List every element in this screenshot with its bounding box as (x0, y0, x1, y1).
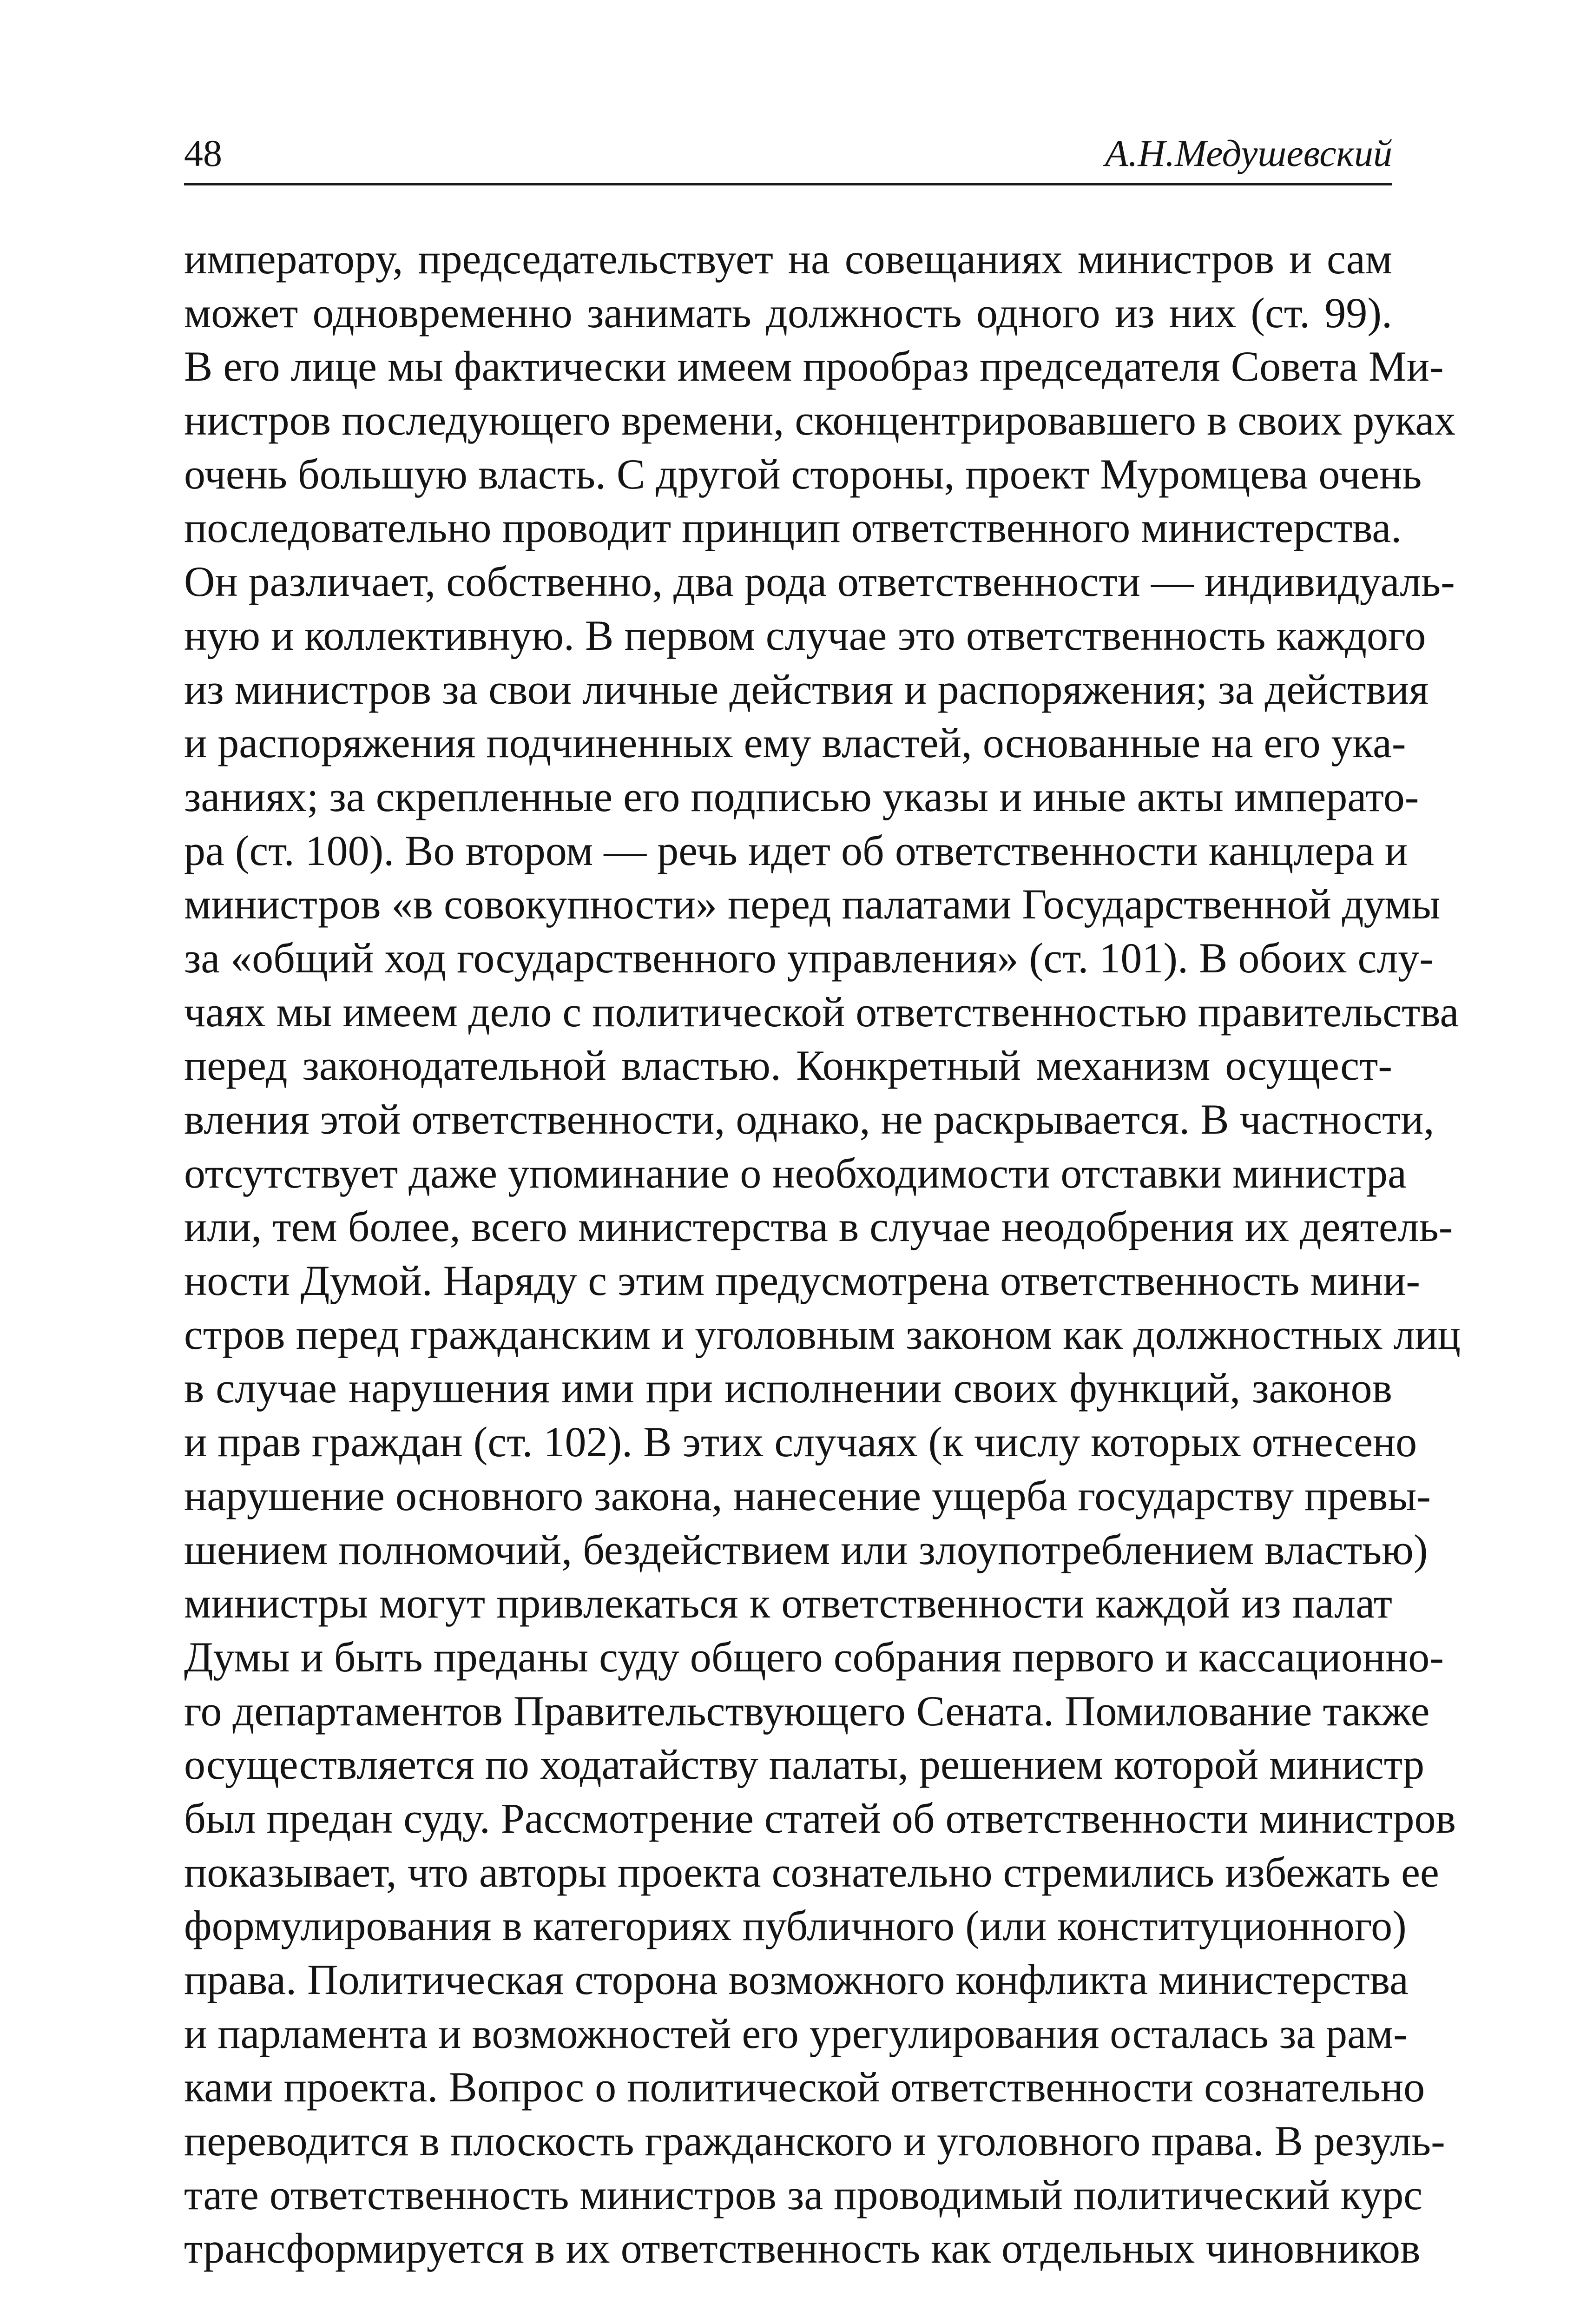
text-line: ра (ст. 100). Во втором — речь идет об ответственности канцлера и (184, 826, 1408, 874)
text-line: показывает, что авторы проекта сознательно стремились избежать ее (184, 1848, 1439, 1896)
text-line: в случае нарушения ими при исполнении своих функций, законов (184, 1364, 1392, 1412)
text-line: и распоряжения подчиненных ему властей, основанные на его ука- (184, 719, 1406, 767)
text-line: ную и коллективную. В первом случае это ответственность каждого (184, 611, 1426, 659)
text-line: из министров за свои личные действия и распоряжения; за действия (184, 665, 1429, 713)
text-line: перед законодательной властью. Конкретный механизм осущест- (184, 1042, 1392, 1089)
page-header (184, 125, 1392, 186)
text-line: переводится в плоскость гражданского и уголовного права. В резуль- (184, 2117, 1445, 2165)
text-line: нистров последующего времени, сконцентрировавшего в своих руках (184, 396, 1456, 444)
text-line: тате ответственность министров за проводимый политический курс (184, 2171, 1423, 2218)
text-line: может одновременно занимать должность одного из них (ст. 99). (184, 289, 1392, 337)
text-line: заниях; за скрепленные его подписью указы и иные акты императо- (184, 772, 1419, 820)
text-line: нарушение основного закона, нанесение ущерба государству превы- (184, 1472, 1431, 1519)
body-text (184, 232, 1461, 2276)
text-line: Думы и быть преданы суду общего собрания первого и кассационно- (184, 1633, 1444, 1681)
text-line: чаях мы имеем дело с политической ответственностью правительства (184, 988, 1459, 1036)
text-line: был предан суду. Рассмотрение статей об ответственности министров (184, 1794, 1456, 1842)
text-line: формулирования в категориях публичного (или конституционного) (184, 1902, 1407, 1950)
text-line: Он различает, собственно, два рода ответственности — индивидуаль- (184, 558, 1455, 606)
page-number: 48 (184, 132, 222, 174)
text-line: министры могут привлекаться к ответственности каждой из палат (184, 1579, 1392, 1627)
text-line: и прав граждан (ст. 102). В этих случаях (к числу которых отнесено (184, 1418, 1417, 1466)
header-rule (184, 183, 1392, 185)
text-line: очень большую власть. С другой стороны, проект Муромцева очень (184, 450, 1422, 498)
text-line: стров перед гражданским и уголовным законом как должностных лиц (184, 1310, 1461, 1358)
text-line: вления этой ответственности, однако, не раскрывается. В частности, (184, 1096, 1435, 1143)
text-line: отсутствует даже упоминание о необходимости отставки министра (184, 1149, 1407, 1197)
text-line: го департаментов Правительствующего Сената. Помилование также (184, 1687, 1430, 1735)
text-line: императору, председательствует на совещаниях министров и сам (184, 235, 1392, 283)
text-line: права. Политическая сторона возможного конфликта министерства (184, 1956, 1409, 2003)
text-line: министров «в совокупности» перед палатами Государственной думы (184, 880, 1441, 928)
text-line: В его лице мы фактически имеем прообраз председателя Совета Ми- (184, 343, 1444, 390)
text-line: шением полномочий, бездействием или злоупотреблением властью) (184, 1525, 1428, 1573)
text-line: за «общий ход государственного управления» (ст. 101). В обоих слу- (184, 934, 1434, 982)
text-line: ности Думой. Наряду с этим предусмотрена ответственность мини- (184, 1257, 1421, 1305)
text-line: трансформируется в их ответственность как отдельных чиновников (184, 2225, 1421, 2272)
text-line: и парламента и возможностей его урегулирования осталась за рам- (184, 2009, 1408, 2057)
text-line: ками проекта. Вопрос о политической ответственности сознательно (184, 2063, 1425, 2111)
text-line: последовательно проводит принцип ответственного министерства. (184, 504, 1402, 552)
running-head-author: А.Н.Медушевский (1105, 132, 1392, 174)
text-line: или, тем более, всего министерства в случае неодобрения их деятель- (184, 1203, 1453, 1251)
text-line: осуществляется по ходатайству палаты, решением которой министр (184, 1741, 1425, 1789)
